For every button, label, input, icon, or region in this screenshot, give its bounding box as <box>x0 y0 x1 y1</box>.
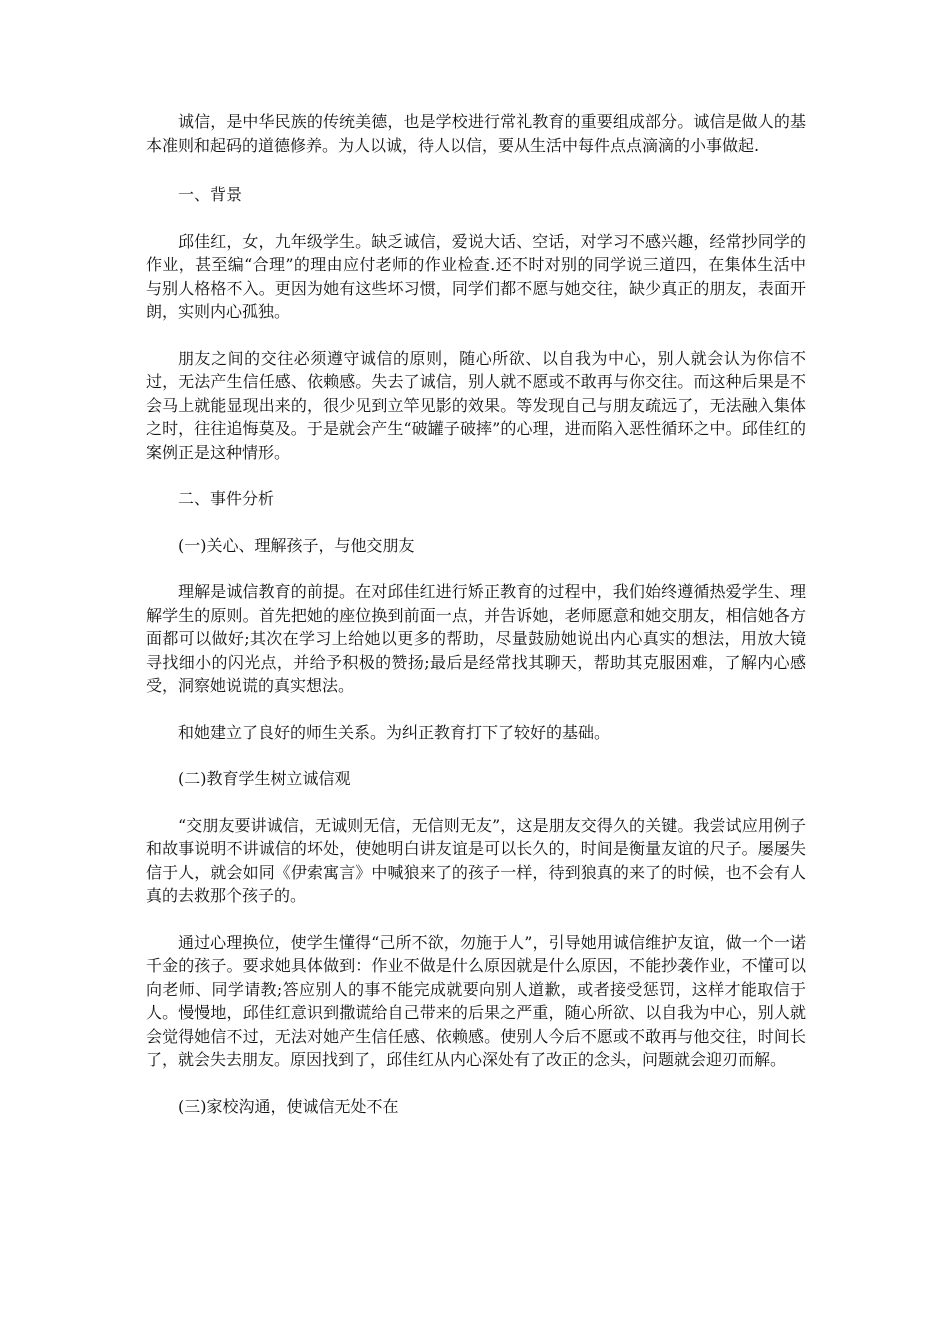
paragraph-intro: 诚信，是中华民族的传统美德，也是学校进行常礼教育的重要组成部分。诚信是做人的基本准则和起码的道德修养。为人以诚，待人以信，要从生活中每件点点滴滴的小事做起. <box>146 112 806 155</box>
paragraph-relationship: 和她建立了良好的师生关系。为纠正教育打下了较好的基础。 <box>178 722 611 742</box>
paragraph-honesty-view: “交朋友要讲诚信，无诚则无信，无信则无友”，这是朋友交得久的关键。我尝试应用例子和故事说明不讲诚信的坏处，使她明白讲友谊是可以长久的，时间是衡量友谊的尺子。屡屡失信于人，就会如同《伊索寓言》中喊狼来了的孩子一样，待到狼真的来了的时候，也不会有人真的去救那个孩子的。 <box>146 815 806 905</box>
paragraph-friendship-principle: 朋友之间的交往必须遵守诚信的原则，随心所欲、以自我为中心，别人就会认为你信不过，无法产生信任感、依赖感。失去了诚信，别人就不愿或不敢再与你交往。而这种后果是不会马上就能显现出来的，很少见到立竿见影的效果。等发现自己与朋友疏远了，无法融入集体之时，往往追悔莫及。于是就会产生“破罐子破摔”的心理，进而陷入恶性循环之中。邱佳红的案例正是这种情形。 <box>146 348 806 462</box>
document-page <box>146 110 806 1141</box>
paragraph-understanding: 理解是诚信教育的前提。在对邱佳红进行矫正教育的过程中，我们始终遵循热爱学生、理解学生的原则。首先把她的座位换到前面一点，并告诉她，老师愿意和她交朋友，相信她各方面都可以做好;其次在学习上给她以更多的帮助，尽量鼓励她说出内心真实的想法，用放大镜寻找细小的闪光点，并给予积极的赞扬;最后是经常找其聊天，帮助其克服困难，了解内心感受，洞察她说谎的真实想法。 <box>146 582 806 695</box>
section-heading-analysis: 二、事件分析 <box>178 489 275 508</box>
paragraph-student-profile: 邱佳红，女，九年级学生。缺乏诚信，爱说大话、空话，对学习不感兴趣，经常抄同学的作业，甚至编“合理”的理由应付老师的作业检查.还不时对别的同学说三道四，在集体生活中与别人格格不入。更因为她有这些坏习惯，同学们都不愿与她交往，缺少真正的朋友，表面开朗，实则内心孤独。 <box>146 231 806 321</box>
subsection-heading-3: (三)家校沟通，使诚信无处不在 <box>178 1096 399 1116</box>
paragraph-empathy: 通过心理换位，使学生懂得“己所不欲，勿施于人”，引导她用诚信维护友谊，做一个一诺千金的孩子。要求她具体做到：作业不做是什么原因就是什么原因，不能抄袭作业，不懂可以向老师、同学请教;答应别人的事不能完成就要向别人道歉，或者接受惩罚，这样才能取信于人。慢慢地，邱佳红意识到撒谎给自己带来的后果之严重，随心所欲、以自我为中心，别人就会觉得她信不过，无法对她产生信任感、依赖感。使别人今后不愿或不敢再与他交往，时间长了，就会失去朋友。原因找到了，邱佳红从内心深处有了改正的念头，问题就会迎刃而解。 <box>146 932 806 1069</box>
section-heading-background: 一、背景 <box>178 185 243 204</box>
subsection-heading-2: (二)教育学生树立诚信观 <box>178 769 351 788</box>
subsection-heading-1: (一)关心、理解孩子，与他交朋友 <box>178 535 415 555</box>
